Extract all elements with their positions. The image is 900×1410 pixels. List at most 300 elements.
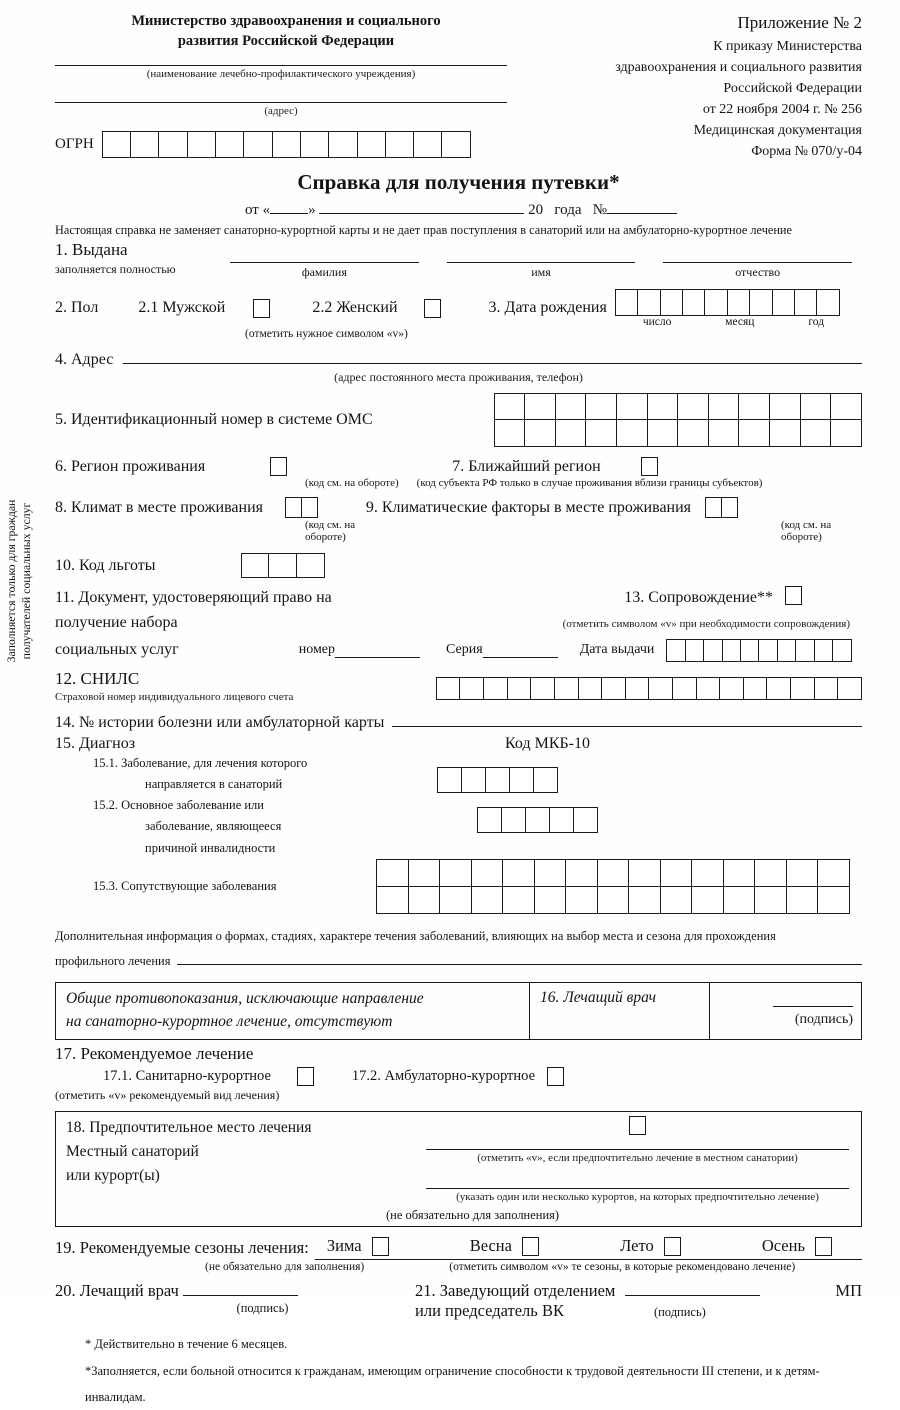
box-cell[interactable] [296, 553, 325, 578]
fio-fields [230, 262, 862, 280]
box-cell[interactable] [502, 859, 535, 887]
box-cell[interactable] [357, 131, 387, 158]
diagnosis-label: 15. Диагноз [55, 734, 136, 752]
box-cell[interactable] [441, 131, 471, 158]
box-cell[interactable] [708, 393, 740, 421]
patronymic-slot[interactable] [663, 262, 852, 280]
header-left [55, 8, 507, 162]
female-label: 2.2 Женский [312, 299, 398, 316]
attending-doctor-cell: 16. Лечащий врач [529, 983, 709, 1040]
contra-line1: Общие противопоказания, исключающие направление [66, 989, 424, 1007]
female-checkbox[interactable] [424, 299, 441, 318]
name-slot[interactable] [447, 262, 636, 280]
box-cell[interactable] [585, 393, 617, 421]
history-number-label: 14. № истории болезни или амбулаторной карты [55, 713, 385, 731]
section18-right [426, 1116, 849, 1203]
s18-hint1: (отметить «v», если предпочтительно лечение в местном санатории) [477, 1152, 798, 1165]
box-cell[interactable] [501, 807, 526, 833]
surname-slot[interactable] [230, 262, 419, 280]
seasons-label: 19. Рекомендуемые сезоны лечения: [55, 1238, 309, 1258]
box-cell[interactable] [772, 289, 796, 316]
autumn-label: Осень [761, 1236, 805, 1256]
box-cell[interactable] [817, 886, 850, 914]
box-cell[interactable] [743, 677, 768, 700]
section14-row [55, 711, 862, 732]
ogrn-label: ОГРН [55, 136, 94, 153]
doc-series-field[interactable] [483, 642, 558, 658]
mkb-code-1-boxes[interactable] [437, 767, 557, 793]
box-cell[interactable] [696, 677, 721, 700]
s15-2-line1: 15.2. Основное заболевание или [93, 798, 264, 813]
document-label-line1: 11. Документ, удостоверяющий право на [55, 589, 332, 607]
section6-7-row [55, 457, 862, 476]
side-note [4, 436, 35, 726]
box-cell[interactable] [459, 677, 484, 700]
year-prefix: 20 [528, 201, 544, 218]
box-cell[interactable] [790, 677, 815, 700]
box-cell[interactable] [749, 289, 773, 316]
box-cell[interactable] [722, 639, 742, 662]
escort-hint: (отметить символом «v» при необходимости сопровождения) [562, 618, 850, 631]
box-cell[interactable] [524, 419, 556, 447]
address-hint: (адрес постоянного места проживания, телефон) [334, 369, 583, 384]
address-field[interactable] [55, 102, 507, 103]
section16-box [55, 982, 862, 1041]
escort-label: 13. Сопровождение** [624, 589, 773, 607]
region-hint: (код см. на обороте) [305, 477, 399, 490]
section1-label: 1. Выдана [55, 239, 128, 259]
benefit-code-label: 10. Код льготы [55, 556, 156, 574]
appendix-line4: Российской Федерации [723, 80, 862, 96]
box-cell[interactable] [666, 639, 686, 662]
box-cell[interactable] [660, 289, 684, 316]
mp-label: МП [835, 1281, 862, 1301]
box-cell[interactable] [769, 419, 801, 447]
box-cell[interactable] [660, 886, 693, 914]
s18-hint3: (не обязательно для заполнения) [386, 1208, 560, 1223]
sanatorium-option-label: 17.1. Санитарно-курортное [103, 1068, 271, 1085]
contraindications-statement [56, 983, 529, 1040]
box-cell[interactable] [800, 393, 832, 421]
section10-row [55, 553, 862, 578]
appendix-line2: К приказу Министерства [713, 38, 862, 54]
box-cell[interactable] [830, 419, 862, 447]
doc-number-label: номер [298, 642, 336, 658]
box-cell[interactable] [647, 419, 679, 447]
date-prefix: от « [245, 201, 271, 218]
near-region-hint: (код субъекта РФ только в случае проживания вблизи границы субъектов) [416, 477, 763, 490]
box-cell[interactable] [494, 393, 526, 421]
appendix-line1: Приложение № 2 [737, 13, 862, 32]
sanatorium-option-checkbox[interactable] [297, 1067, 314, 1086]
section17-row [55, 1067, 862, 1086]
box-cell[interactable] [585, 419, 617, 447]
section11-13 [55, 586, 862, 662]
box-cell[interactable] [830, 393, 862, 421]
appendix-line7: Форма № 070/у-04 [751, 143, 862, 159]
box-cell[interactable] [677, 419, 709, 447]
local-sanatorium-checkbox[interactable] [629, 1116, 646, 1135]
box-cell[interactable] [483, 677, 508, 700]
box-cell[interactable] [509, 767, 534, 793]
summer-label: Лето [620, 1236, 654, 1256]
s18-line2: Местный санаторий [66, 1143, 199, 1161]
box-cell[interactable] [524, 393, 556, 421]
box-cell[interactable] [625, 677, 650, 700]
concomitant-boxes[interactable] [376, 859, 850, 914]
month-label: месяц [725, 315, 755, 328]
address-input-line[interactable] [123, 348, 862, 364]
ministry-line1: Министерство здравоохранения и социального [131, 13, 441, 29]
footnote-2: *Заполняется, если больной относится к гражданам, имеющим ограничение способности к трудовой деятельности III степени, и к детям- [85, 1363, 820, 1378]
box-cell[interactable] [708, 419, 740, 447]
form-title: Справка для получения путевки* [297, 169, 620, 194]
box-cell[interactable] [786, 859, 819, 887]
oms-boxes[interactable] [494, 393, 863, 448]
box-cell[interactable] [530, 677, 555, 700]
s20-sign-label: (подпись) [236, 1301, 289, 1316]
box-cell[interactable] [738, 393, 770, 421]
footnote-2-cont: инвалидам. [85, 1389, 146, 1404]
box-cell[interactable] [758, 639, 778, 662]
box-cell[interactable] [685, 639, 705, 662]
snils-hint: Страховой номер индивидуального лицевого счета [55, 690, 294, 703]
section15-1 [55, 753, 862, 796]
box-cell[interactable] [301, 497, 318, 518]
section6-7-captions [55, 477, 862, 489]
winter-checkbox[interactable] [372, 1237, 389, 1256]
box-cell[interactable] [814, 639, 834, 662]
oms-label: 5. Идентификационный номер в системе ОМС [55, 410, 373, 428]
birthdate-boxes[interactable] [615, 289, 840, 316]
box-cell[interactable] [477, 807, 502, 833]
extra-info-field[interactable] [177, 949, 863, 965]
spring-label: Весна [469, 1236, 512, 1256]
winter-label: Зима [326, 1236, 362, 1256]
extra-info-line1: Дополнительная информация о формах, стадиях, характере течения заболеваний, влияющих на выбор места и сезона для прохождения [55, 928, 776, 943]
climate-factors-label: 9. Климатические факторы в месте проживания [365, 498, 692, 516]
box-cell[interactable] [268, 553, 297, 578]
section8-9-row [55, 497, 862, 518]
s21-sign-label: (подпись) [653, 1305, 706, 1320]
escort-block [624, 586, 802, 607]
box-cell[interactable] [439, 886, 472, 914]
section15-head [55, 735, 862, 753]
box-cell[interactable] [648, 677, 673, 700]
box-cell[interactable] [660, 859, 693, 887]
box-cell[interactable] [727, 289, 751, 316]
box-cell[interactable] [533, 767, 558, 793]
box-cell[interactable] [832, 639, 852, 662]
seasons-hint-right: (отметить символом «v» те сезоны, в которые рекомендовано лечение) [449, 1261, 796, 1274]
seasons-hint-left: (не обязательно для заполнения) [205, 1261, 365, 1274]
box-cell[interactable] [300, 131, 330, 158]
section2-row [55, 289, 862, 328]
box-cell[interactable] [502, 886, 535, 914]
s15-2-line3: причиной инвалидности [145, 840, 276, 855]
number-label: № [592, 201, 608, 218]
box-cell[interactable] [241, 553, 270, 578]
box-cell[interactable] [102, 131, 132, 158]
section19-row [55, 1236, 862, 1260]
mkb-code-2-boxes[interactable] [477, 807, 597, 833]
box-cell[interactable] [794, 289, 818, 316]
date-close: » [308, 201, 316, 218]
box-cell[interactable] [597, 886, 630, 914]
region-label: 6. Регион проживания [55, 457, 206, 475]
box-cell[interactable] [243, 131, 273, 158]
address-caption: (адрес) [264, 105, 298, 118]
fill-fully-hint: заполняется полностью [55, 261, 176, 276]
box-cell[interactable] [130, 131, 160, 158]
season-winter [327, 1236, 389, 1256]
box-cell[interactable] [703, 639, 723, 662]
box-cell[interactable] [413, 131, 443, 158]
attending-doctor-label: 20. Лечащий врач [55, 1281, 179, 1301]
side-note-line1: Заполняется только для граждан [4, 499, 18, 663]
season-spring [470, 1236, 539, 1256]
box-cell[interactable] [738, 419, 770, 447]
s15-1-line2: направляется в санаторий [145, 776, 283, 791]
box-cell[interactable] [616, 393, 648, 421]
ministry-title [55, 8, 507, 51]
side-note-line2: получателей социальных услуг [19, 502, 34, 660]
box-cell[interactable] [615, 289, 639, 316]
section19-captions [55, 1261, 862, 1273]
doc-series-label: Серия [446, 642, 483, 658]
section21 [415, 1280, 862, 1321]
section20 [55, 1280, 415, 1321]
appendix-line5: от 22 ноября 2004 г. № 256 [702, 101, 862, 117]
section17-label: 17. Рекомендуемое лечение [55, 1044, 254, 1064]
birthdate-label: 3. Дата рождения [488, 299, 607, 316]
box-cell[interactable] [534, 886, 567, 914]
box-cell[interactable] [721, 497, 738, 518]
section1-row [55, 262, 862, 280]
box-cell[interactable] [554, 677, 579, 700]
box-cell[interactable] [272, 131, 302, 158]
surname-field[interactable] [230, 262, 419, 263]
box-cell[interactable] [837, 677, 862, 700]
head-of-department-label: 21. Заведующий отделением [415, 1281, 616, 1301]
institution-name-field[interactable] [55, 65, 507, 66]
number-field[interactable] [607, 198, 677, 214]
section17-hint: (отметить «v» рекомендуемый вид лечения) [55, 1088, 280, 1103]
box-cell[interactable] [471, 886, 504, 914]
near-region-label: 7. Ближайший регион [452, 457, 601, 475]
notice-line: Настоящая справка не заменяет санаторно-курортной карты и не дает прав поступления в санаторий или на амбулаторно-курортное лечение [55, 222, 792, 237]
address-label: 4. Адрес [55, 350, 114, 368]
season-autumn [762, 1236, 832, 1256]
doctor-signature-cell [709, 983, 861, 1040]
male-label: 2.1 Мужской [138, 299, 226, 316]
doctor-signature-field[interactable] [773, 991, 853, 1007]
box-cell[interactable] [777, 639, 797, 662]
sex-hint: (отметить нужное символом «v») [245, 327, 408, 340]
snils-left [55, 669, 293, 703]
box-cell[interactable] [555, 419, 587, 447]
surname-label: фамилия [301, 264, 347, 279]
box-cell[interactable] [525, 807, 550, 833]
attending-doctor-sign-field[interactable] [183, 1280, 298, 1296]
doc-issue-date-label: Дата выдачи [579, 642, 655, 658]
climate-factors-hint: (код см. на обороте) [781, 519, 832, 544]
box-cell[interactable] [485, 767, 510, 793]
box-cell[interactable] [534, 859, 567, 887]
box-cell[interactable] [461, 767, 486, 793]
name-field[interactable] [447, 262, 636, 263]
summer-checkbox[interactable] [664, 1237, 681, 1256]
escort-checkbox[interactable] [785, 586, 802, 605]
section8-9-captions [55, 519, 862, 543]
box-cell[interactable] [494, 419, 526, 447]
box-cell[interactable] [691, 886, 724, 914]
box-cell[interactable] [628, 886, 661, 914]
ambulatory-option-checkbox[interactable] [547, 1067, 564, 1086]
vk-chairman-label: или председатель ВК [415, 1301, 564, 1321]
s18-line3: или курорт(ы) [66, 1167, 160, 1185]
box-cell[interactable] [766, 677, 791, 700]
box-cell[interactable] [328, 131, 358, 158]
footnote-1: * Действительно в течение 6 месяцев. [85, 1337, 288, 1352]
box-cell[interactable] [549, 807, 574, 833]
box-cell[interactable] [723, 859, 756, 887]
document-fields-row [55, 638, 862, 663]
box-cell[interactable] [385, 131, 415, 158]
box-cell[interactable] [800, 419, 832, 447]
box-cell[interactable] [565, 859, 598, 887]
box-cell[interactable] [573, 807, 598, 833]
patronymic-field[interactable] [663, 262, 852, 263]
s15-1-line1: 15.1. Заболевание, для лечения которого [93, 755, 308, 770]
box-cell[interactable] [555, 393, 587, 421]
climate-label: 8. Климат в месте проживания [55, 498, 263, 516]
header [55, 8, 862, 162]
box-cell[interactable] [436, 677, 461, 700]
box-cell[interactable] [565, 886, 598, 914]
box-cell[interactable] [616, 419, 648, 447]
box-cell[interactable] [816, 289, 840, 316]
ministry-line2: развития Российской Федерации [177, 32, 395, 49]
box-cell[interactable] [408, 886, 441, 914]
extra-info [55, 924, 862, 974]
box-cell[interactable] [691, 859, 724, 887]
box-cell[interactable] [187, 131, 217, 158]
box-cell[interactable] [814, 677, 839, 700]
birthdate-part-labels [615, 316, 840, 328]
box-cell[interactable] [723, 886, 756, 914]
section4-row [55, 348, 862, 369]
box-cell[interactable] [677, 393, 709, 421]
footnotes [55, 1331, 862, 1410]
box-cell[interactable] [437, 767, 462, 793]
date-number-line [245, 198, 862, 219]
header-appendix [507, 8, 862, 162]
history-number-field[interactable] [392, 711, 862, 727]
patronymic-label: отчество [735, 264, 781, 279]
climate-factors-boxes[interactable] [705, 497, 738, 518]
near-region-checkbox[interactable] [641, 457, 658, 476]
climate-boxes[interactable] [285, 497, 318, 518]
year-label: года [554, 201, 582, 218]
ogrn-boxes[interactable] [102, 131, 471, 158]
section15-2 [55, 795, 862, 859]
mkb-label: Код МКБ-10 [505, 734, 590, 752]
birthdate-wrap [615, 289, 840, 328]
box-cell[interactable] [376, 886, 409, 914]
snils-label: 12. СНИЛС [55, 668, 140, 688]
date-month-field[interactable] [319, 198, 524, 214]
box-cell[interactable] [637, 289, 661, 316]
ogrn-row [55, 131, 507, 158]
local-sanatorium-field[interactable] [426, 1139, 849, 1150]
resorts-field[interactable] [426, 1164, 849, 1189]
male-checkbox[interactable] [253, 299, 270, 318]
box-cell[interactable] [817, 859, 850, 887]
date-day-field[interactable] [270, 198, 308, 214]
document-label-line2: получение набора [55, 614, 178, 632]
spring-checkbox[interactable] [522, 1237, 539, 1256]
sex-label: 2. Пол [55, 299, 99, 316]
box-cell[interactable] [628, 859, 661, 887]
box-cell[interactable] [754, 886, 787, 914]
box-cell[interactable] [740, 639, 760, 662]
box-cell[interactable] [786, 886, 819, 914]
region-checkbox[interactable] [270, 457, 287, 476]
box-cell[interactable] [376, 859, 409, 887]
section15-3 [55, 859, 862, 914]
appendix-line3: здравоохранения и социального развития [615, 59, 862, 75]
s15-3-label: 15.3. Сопутствующие заболевания [93, 878, 277, 893]
extra-info-line2: профильного лечения [55, 953, 171, 968]
section20-21 [55, 1280, 862, 1321]
contra-line2: на санаторно-курортное лечение, отсутствуют [66, 1013, 393, 1031]
section12-row [55, 669, 862, 703]
box-cell[interactable] [672, 677, 697, 700]
box-cell[interactable] [597, 859, 630, 887]
box-cell[interactable] [158, 131, 188, 158]
box-cell[interactable] [285, 497, 302, 518]
ambulatory-option-label: 17.2. Амбулаторно-курортное [351, 1068, 536, 1085]
s18-line1: 18. Предпочтительное место лечения [66, 1119, 312, 1137]
box-cell[interactable] [439, 859, 472, 887]
box-cell[interactable] [215, 131, 245, 158]
box-cell[interactable] [408, 859, 441, 887]
box-cell[interactable] [578, 677, 603, 700]
box-cell[interactable] [471, 859, 504, 887]
box-cell[interactable] [795, 639, 815, 662]
head-sign-field[interactable] [625, 1280, 760, 1296]
box-cell[interactable] [754, 859, 787, 887]
institution-caption: (наименование лечебно-профилактического учреждения) [146, 68, 416, 81]
box-cell[interactable] [705, 497, 722, 518]
box-cell[interactable] [507, 677, 532, 700]
doc-issue-date-boxes[interactable] [666, 639, 851, 662]
box-cell[interactable] [682, 289, 706, 316]
box-cell[interactable] [704, 289, 728, 316]
name-label: имя [531, 264, 551, 279]
box-cell[interactable] [719, 677, 744, 700]
doc-number-field[interactable] [335, 642, 420, 658]
benefit-code-boxes[interactable] [241, 553, 326, 578]
snils-boxes[interactable] [436, 677, 862, 703]
box-cell[interactable] [769, 393, 801, 421]
s15-2-line2: заболевание, являющееся [145, 819, 282, 834]
box-cell[interactable] [601, 677, 626, 700]
s18-hint2: (указать один или несколько курортов, на которых предпочтительно лечение) [456, 1191, 819, 1204]
autumn-checkbox[interactable] [815, 1237, 832, 1256]
box-cell[interactable] [647, 393, 679, 421]
